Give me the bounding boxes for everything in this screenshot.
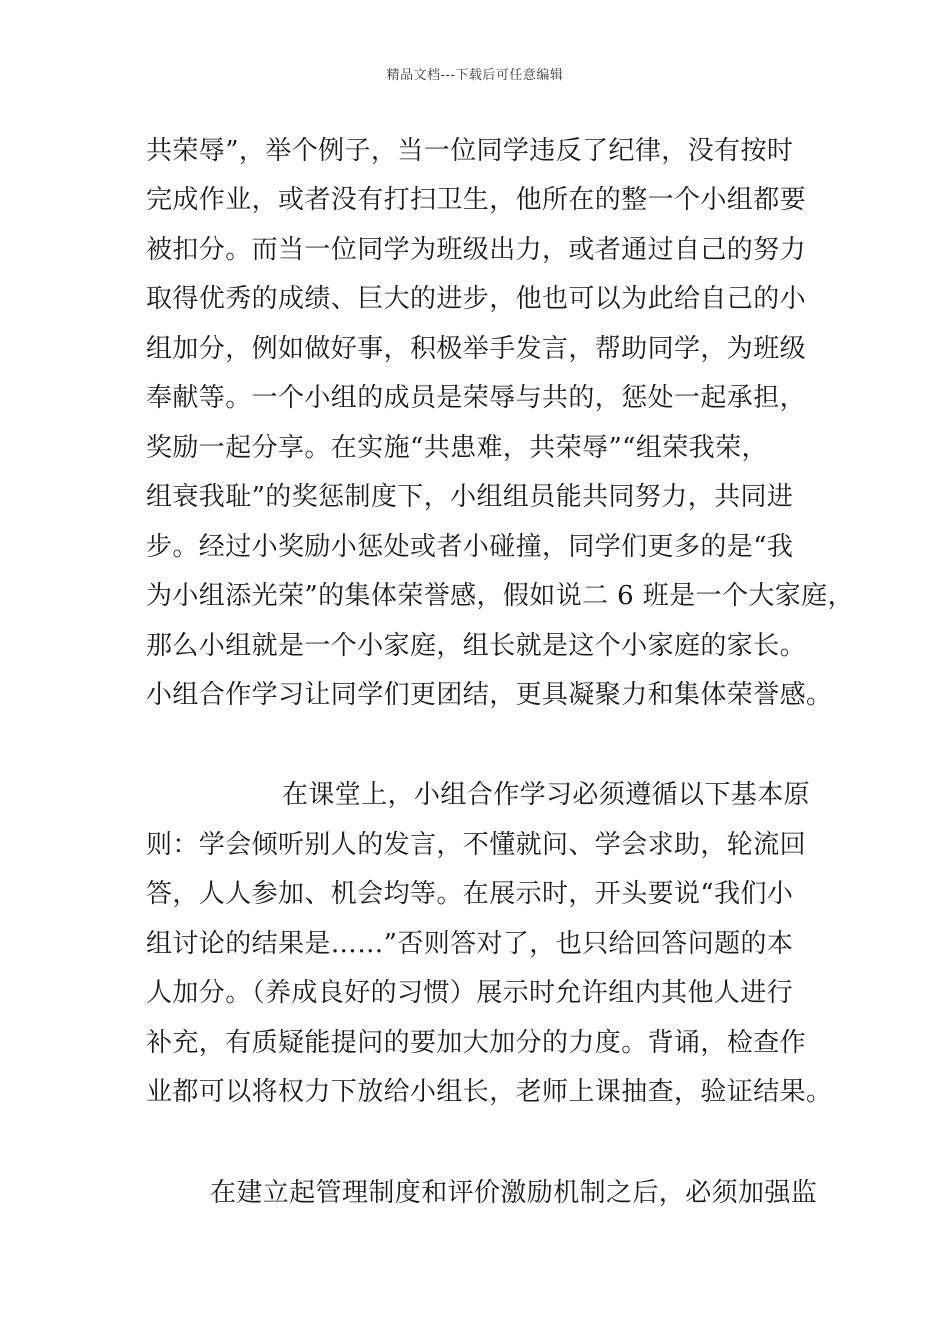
text-line: 奉献等。一个小组的成员是荣辱与共的，惩处一起承担，	[146, 383, 807, 413]
text-line: 那么小组就是一个小家庭，组长就是这个小家庭的家长。	[146, 631, 807, 661]
text-line: 奖励一起分享。在实施“共患难，共荣辱”“组荣我荣，	[146, 433, 768, 463]
text-line: 组讨论的结果是……”否则答对了，也只给回答问题的本	[146, 929, 794, 959]
text-line: 完成作业，或者没有打扫卫生，他所在的整一个小组都要	[146, 185, 807, 215]
text-line: 补充，有质疑能提问的要加大加分的力度。背诵，检查作	[146, 1028, 807, 1058]
text-line: 为小组添光荣”的集体荣誉感，假如说二 6 班是一个大家庭，	[146, 581, 854, 611]
text-line: 组衰我耻”的奖惩制度下，小组组员能共同努力，共同进	[146, 482, 794, 512]
text-line: 答，人人参加、机会均等。在展示时，开头要说“我们小	[146, 879, 794, 909]
page-header: 精品文档---下载后可任意编辑	[386, 68, 564, 83]
text-line: 共荣辱”，举个例子，当一位同学违反了纪律，没有按时	[146, 136, 794, 166]
text-line: 在建立起管理制度和评价激励机制之后，必须加强监	[210, 1178, 818, 1208]
text-line: 组加分，例如做好事，积极举手发言，帮助同学，为班级	[146, 334, 807, 364]
text-line: 则：学会倾听别人的发言，不懂就问、学会求助，轮流回	[146, 830, 807, 860]
text-line: 步。经过小奖励小惩处或者小碰撞，同学们更多的是“我	[146, 532, 794, 562]
text-line: 在课堂上，小组合作学习必须遵循以下基本原	[282, 780, 811, 810]
text-line: 业都可以将权力下放给小组长，老师上课抽查，验证结果。	[146, 1077, 833, 1107]
text-line: 取得优秀的成绩、巨大的进步，他也可以为此给自己的小	[146, 284, 807, 314]
text-line: 人加分。（养成良好的习惯）展示时允许组内其他人进行	[146, 978, 794, 1008]
text-line: 被扣分。而当一位同学为班级出力，或者通过自己的努力	[146, 235, 807, 265]
text-line: 小组合作学习让同学们更团结，更具凝聚力和集体荣誉感。	[146, 680, 833, 710]
